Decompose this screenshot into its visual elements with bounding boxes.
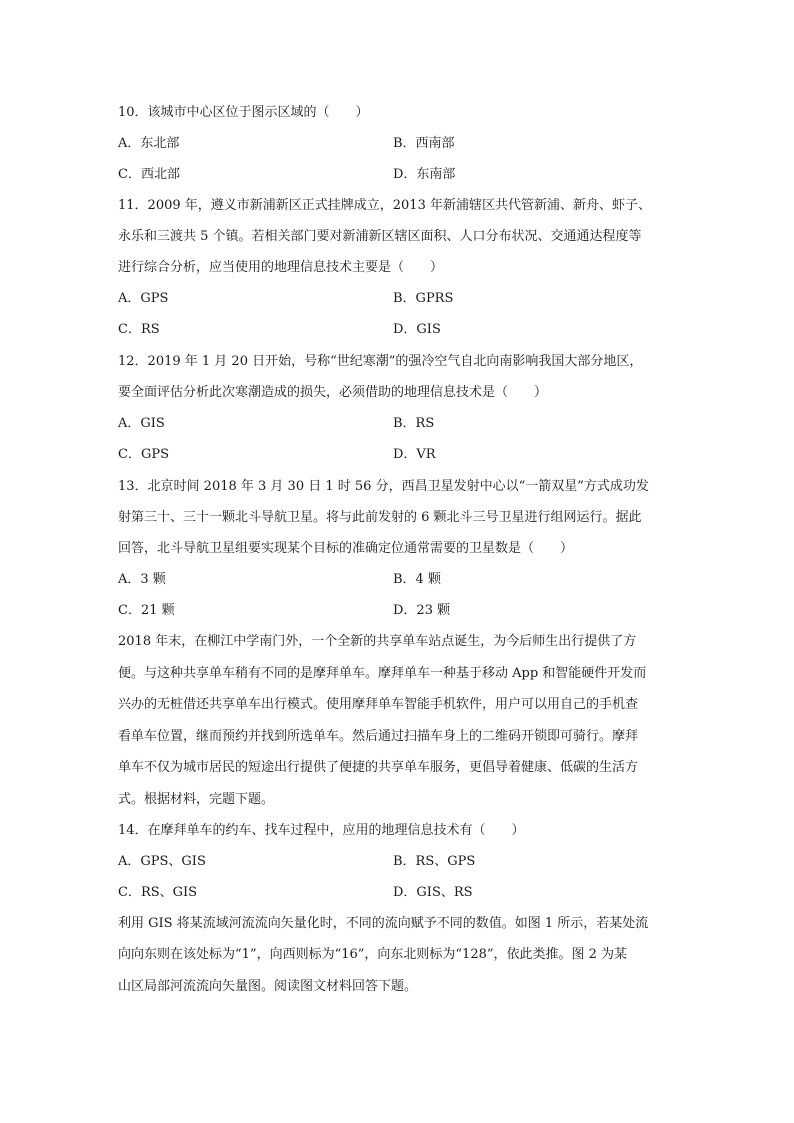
q10-option-b: B．西南部 bbox=[393, 136, 455, 151]
q14-option-d: D．GIS、RS bbox=[393, 885, 473, 900]
q12-option-d: D．VR bbox=[393, 447, 436, 462]
q11-stem-line1: 11．2009 年，遵义市新浦新区正式挂牌成立，2013 年新浦辖区共代管新浦、新舟、虾子、 bbox=[118, 198, 651, 213]
q13-stem-line1: 13．北京时间 2018 年 3 月 30 日 1 时 56 分，西昌卫星发射中心以“一箭双星”方式成功发 bbox=[118, 479, 649, 494]
passage2-line1: 利用 GIS 将某流域河流流向矢量化时，不同的流向赋予不同的数值。如图 1 所示，若某处流 bbox=[118, 916, 649, 931]
q13-stem-line2: 射第三十、三十一颗北斗导航卫星。将与此前发射的 6 颗北斗三号卫星进行组网运行。据此 bbox=[118, 510, 642, 525]
passage-line2: 便。与这种共享单车稍有不同的是摩拜单车。摩拜单车一种基于移动 App 和智能硬件开发而 bbox=[118, 666, 647, 681]
q13-stem-line3: 回答，北斗导航卫星组要实现某个目标的准确定位通常需要的卫星数是（ ） bbox=[118, 541, 574, 556]
q12-option-a: A．GIS bbox=[118, 416, 165, 431]
q10-option-c: C．西北部 bbox=[118, 167, 180, 182]
q14-option-a: A．GPS、GIS bbox=[118, 854, 206, 869]
passage2-line2: 向向东则在该处标为“1”，向西则标为“16”，向东北则标为“128”，依此类推。图 2 为某 bbox=[118, 947, 628, 962]
q14-option-c: C．RS、GIS bbox=[118, 885, 198, 900]
q11-option-a: A．GPS bbox=[118, 291, 169, 306]
q14-stem: 14．在摩拜单车的约车、找车过程中，应用的地理信息技术有（ ） bbox=[118, 823, 525, 838]
q13-option-c: C．21 颗 bbox=[118, 603, 175, 618]
passage-line1: 2018 年末，在柳江中学南门外，一个全新的共享单车站点诞生，为今后师生出行提供了方 bbox=[118, 634, 637, 649]
q12-option-c: C．GPS bbox=[118, 447, 169, 462]
q11-option-c: C．RS bbox=[118, 322, 160, 337]
q12-stem-line1: 12．2019 年 1 月 20 日开始，号称“世纪寒潮”的强冷空气自北向南影响我国大部分地区， bbox=[118, 354, 643, 369]
q11-option-d: D．GIS bbox=[393, 322, 441, 337]
q10-option-a: A．东北部 bbox=[118, 136, 180, 151]
q10-option-d: D．东南部 bbox=[393, 167, 456, 182]
q13-option-d: D．23 颗 bbox=[393, 603, 451, 618]
q11-stem-line3: 进行综合分析，应当使用的地理信息技术主要是（ ） bbox=[118, 260, 444, 275]
passage-line4: 看单车位置，继而预约并找到所选单车。然后通过扫描车身上的二维码开锁即可骑行。摩拜 bbox=[118, 729, 639, 744]
passage2-line3: 山区局部河流流向矢量图。阅读图文材料回答下题。 bbox=[118, 979, 418, 994]
passage-line6: 式。根据材料，完题下题。 bbox=[118, 792, 275, 807]
q11-option-b: B．GPRS bbox=[393, 291, 454, 306]
q12-stem-line2: 要全面评估分析此次寒潮造成的损失，必须借助的地理信息技术是（ ） bbox=[118, 385, 548, 400]
q14-option-b: B．RS、GPS bbox=[393, 854, 476, 869]
q10-stem: 10．该城市中心区位于图示区域的（ ） bbox=[118, 105, 369, 120]
q13-option-b: B．4 颗 bbox=[393, 572, 441, 587]
passage-line3: 兴办的无桩借还共享单车出行模式。使用摩拜单车智能手机软件，用户可以用自己的手机查 bbox=[118, 697, 639, 712]
passage-line5: 单车不仅为城市居民的短途出行提供了便捷的共享单车服务，更倡导着健康、低碳的生活方 bbox=[118, 760, 639, 775]
q11-stem-line2: 永乐和三渡共 5 个镇。若相关部门要对新浦新区辖区面积、人口分布状况、交通通达程度等 bbox=[118, 229, 642, 244]
q12-option-b: B．RS bbox=[393, 416, 435, 431]
q13-option-a: A．3 颗 bbox=[118, 572, 166, 587]
